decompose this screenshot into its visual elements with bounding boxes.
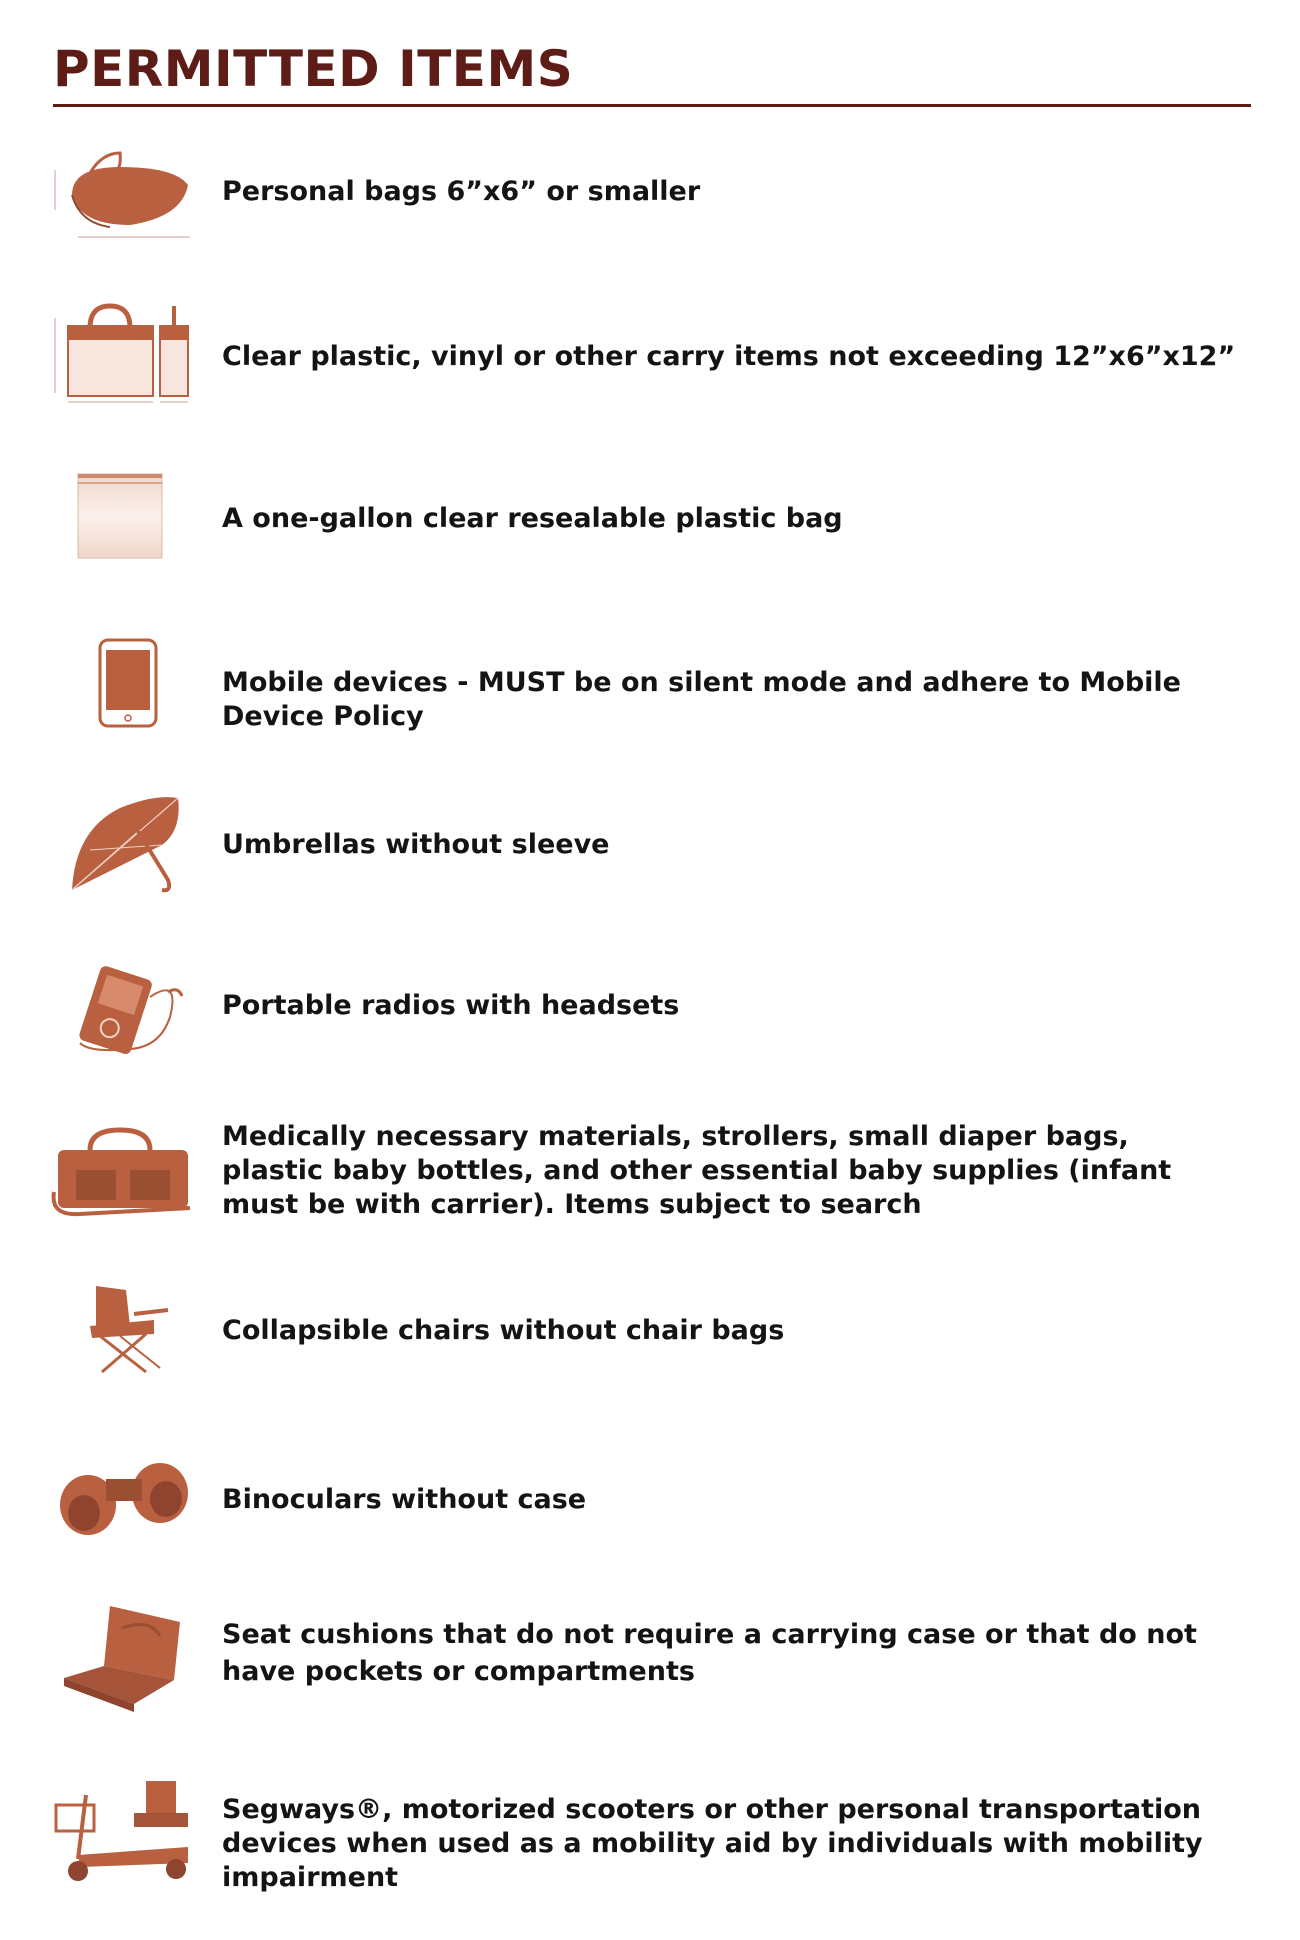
list-item-baby-supplies — [0, 1120, 1300, 1230]
portable-radio-icon — [50, 957, 200, 1057]
list-item-binoculars — [0, 1455, 1300, 1540]
item-text: Personal bags 6”x6” or smaller — [222, 176, 701, 207]
list-item-personal-bags — [0, 145, 1300, 245]
mobility-scooter-icon — [50, 1775, 200, 1885]
item-text: Portable radios with headsets — [222, 990, 680, 1021]
list-item-clear-carry-items — [0, 298, 1300, 408]
list-item-collapsible-chairs — [0, 1280, 1300, 1380]
list-item-seat-cushions — [0, 1600, 1300, 1720]
folding-chair-icon — [50, 1280, 200, 1380]
item-text: Clear plastic, vinyl or other carry items not exceeding 12”x6”x12” — [222, 341, 1236, 372]
clutch-bag-icon — [50, 145, 200, 245]
item-text: Binoculars without case — [222, 1484, 587, 1515]
mobile-phone-icon — [50, 636, 200, 731]
clear-tote-bag-icon — [50, 298, 200, 408]
list-item-mobile-devices — [0, 636, 1300, 731]
item-text: A one-gallon clear resealable plastic bag — [222, 503, 843, 534]
page-title: PERMITTED ITEMS — [53, 40, 574, 98]
list-item-portable-radios — [0, 957, 1300, 1057]
item-text: Umbrellas without sleeve — [222, 829, 610, 860]
seat-cushion-icon — [50, 1600, 200, 1720]
resealable-bag-icon — [50, 468, 200, 563]
item-text: Segways®, motorized scooters or other personal transportation devices when used as a mobility aid by individuals with mobility impairment — [222, 1794, 1203, 1893]
item-text: Seat cushions that do not require a carrying case or that do not have pockets or compartments — [222, 1619, 1197, 1687]
title-divider — [53, 104, 1251, 107]
item-text: Medically necessary materials, strollers, small diaper bags, plastic baby bottles, and other essential baby supplies (infant must be with carrier). Items subject to search — [222, 1121, 1172, 1220]
umbrella-icon — [50, 790, 200, 900]
list-item-mobility-devices — [0, 1775, 1300, 1893]
binoculars-icon — [50, 1455, 200, 1540]
diaper-bag-icon — [50, 1120, 200, 1230]
item-text: Mobile devices - MUST be on silent mode and adhere to Mobile Device Policy — [222, 667, 1181, 732]
list-item-umbrellas — [0, 790, 1300, 900]
list-item-resealable-bag — [0, 468, 1300, 563]
item-text: Collapsible chairs without chair bags — [222, 1315, 785, 1346]
